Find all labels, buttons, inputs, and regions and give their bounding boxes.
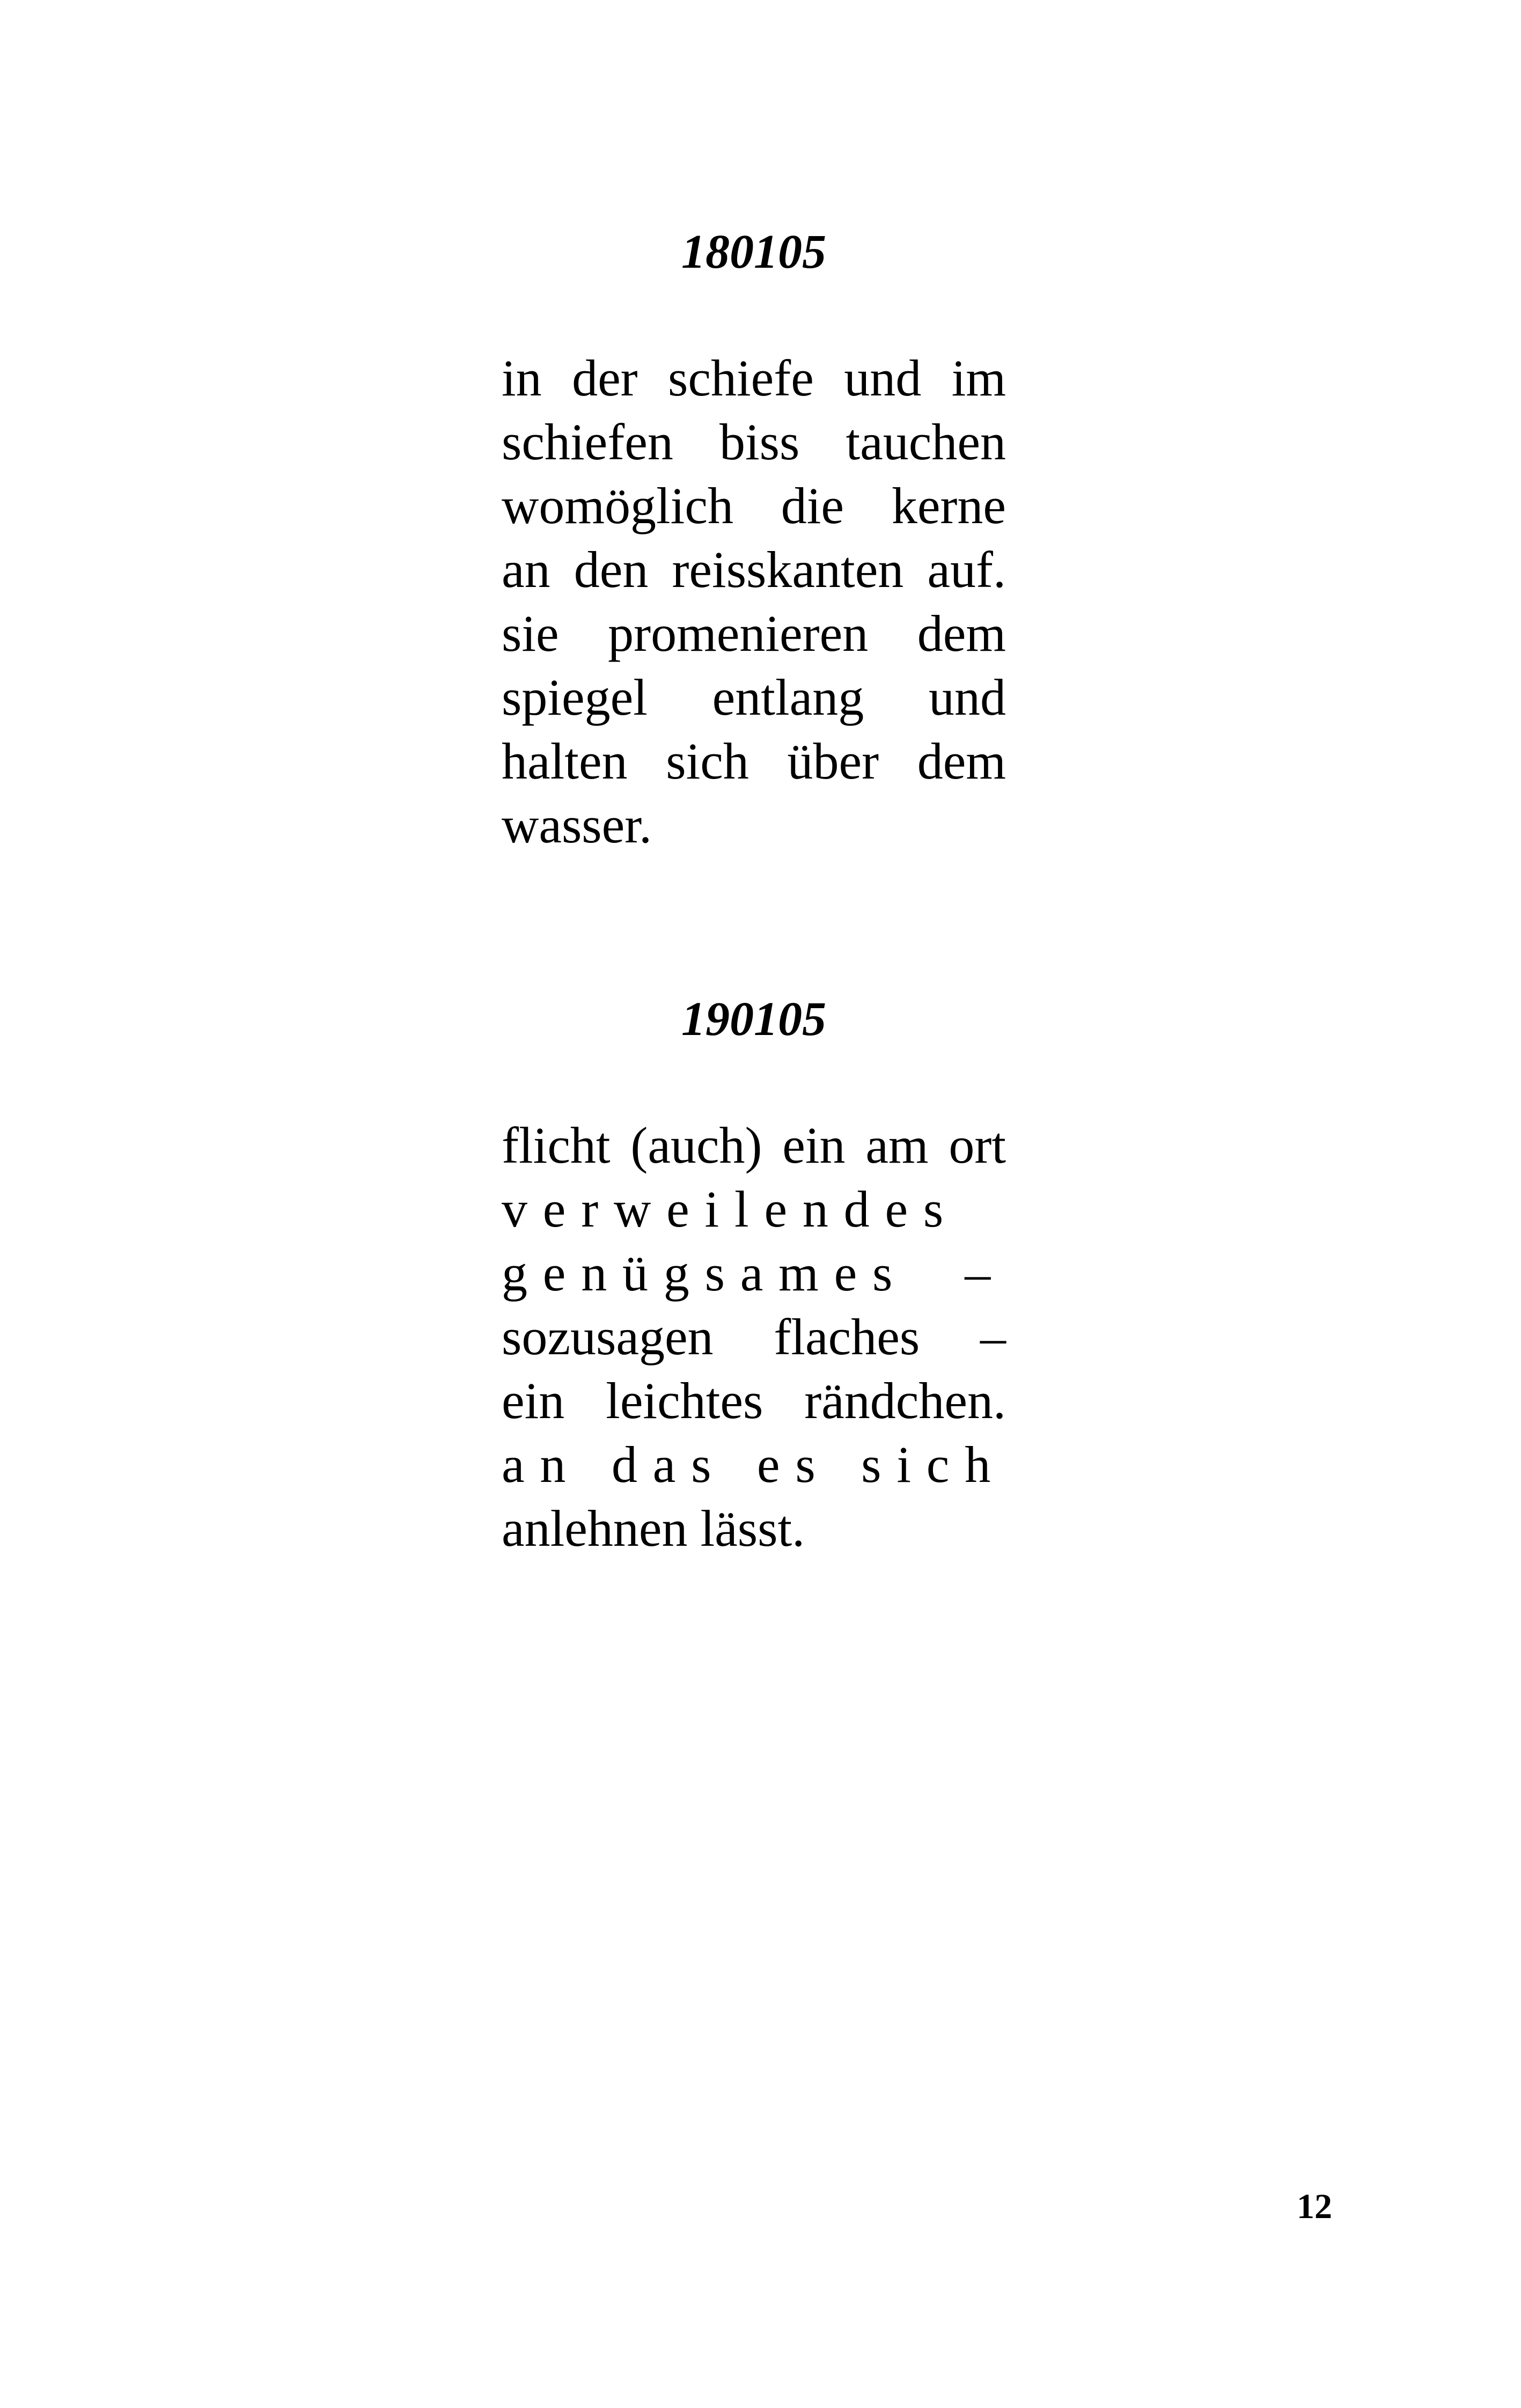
poem-line: genügsames – — [502, 1244, 1006, 1302]
poem-line: schiefen biss tauchen — [502, 413, 1006, 471]
poem-line: anlehnen lässt. — [502, 1500, 805, 1557]
poem-line: sie promenieren dem — [502, 605, 1006, 662]
poem-line: sozusagen flaches – — [502, 1308, 1006, 1365]
poem-title: 190105 — [681, 993, 826, 1046]
poem-line: flicht (auch) ein am ort — [502, 1117, 1006, 1174]
poem-line: verweilendes — [502, 1180, 959, 1238]
poem-body — [502, 346, 1006, 857]
poem-line: an das es sich — [502, 1436, 1006, 1493]
poem-line: an den reisskanten auf. — [502, 541, 1006, 598]
poem-title: 180105 — [681, 225, 826, 278]
poem-line: wasser. — [502, 796, 652, 854]
page-number: 12 — [1297, 2187, 1332, 2226]
poem-line: in der schiefe und im — [502, 349, 1006, 407]
poem-line: halten sich über dem — [502, 732, 1006, 790]
poem-line: ein leichtes rändchen. — [502, 1372, 1006, 1429]
poem-line: womöglich die kerne — [502, 477, 1006, 534]
poem-line: spiegel entlang und — [502, 669, 1006, 726]
poem-body — [502, 1113, 1006, 1560]
